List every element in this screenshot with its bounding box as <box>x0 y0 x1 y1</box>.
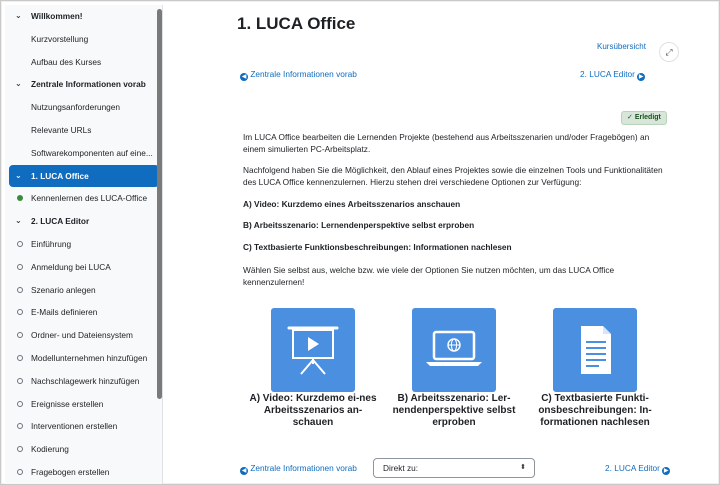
video-option-card[interactable] <box>271 308 355 392</box>
main-content <box>163 1 720 485</box>
choose-paragraph: Wählen Sie selbst aus, welche bzw. wie viele der Optionen Sie nutzen möchten, um das LUCA Office kennenzulernen! <box>243 265 615 287</box>
incomplete-status-icon <box>17 287 23 293</box>
sidebar-item-ordner-und-dateiensystem[interactable] <box>9 324 159 346</box>
sidebar-item-kennenlernen-des-luca-office[interactable] <box>9 187 159 209</box>
video-presentation-icon <box>271 308 355 392</box>
scenario-option-label[interactable]: B) Arbeitsszenario: Ler-nendenperspektive selbst erproben <box>392 393 516 428</box>
arrow-right-icon: ▶ <box>663 468 669 474</box>
scenario-option-card[interactable] <box>412 308 496 392</box>
sidebar-item-anmeldung-bei-luca[interactable] <box>9 256 159 278</box>
sidebar-item-nachschlagewerk-hinzufügen[interactable] <box>9 370 159 392</box>
sidebar-item-label: Anmeldung bei LUCA <box>31 261 111 272</box>
sidebar-item-label: Kodierung <box>31 444 69 455</box>
page-title: 1. LUCA Office <box>237 14 356 33</box>
sidebar-item-modellunternehmen-hinzufügen[interactable] <box>9 347 159 369</box>
sidebar-item-szenario-anlegen[interactable] <box>9 279 159 301</box>
sidebar-item-kurzvorstellung[interactable] <box>9 28 159 50</box>
intro-paragraph: Im LUCA Office bearbeiten die Lernenden Projekte (bestehend aus Arbeitsszenarien und/oder Fragebögen) an einem simulierten PC-Arbeitsplatz. <box>243 132 650 154</box>
docs-option-label[interactable]: C) Textbasierte Funkti-onsbeschreibungen: In-formationen nachlesen <box>538 393 652 428</box>
sidebar-item-label: Nutzungsanforderungen <box>31 102 121 113</box>
sidebar-item-label: Interventionen erstellen <box>31 421 118 432</box>
chevron-down-icon[interactable]: ⌄ <box>15 216 22 226</box>
sidebar-item-e-mails-definieren[interactable] <box>9 301 159 323</box>
prev-activity-link-bottom[interactable]: ◀ Zentrale Informationen vorab <box>241 463 357 474</box>
chevron-down-icon[interactable]: ⌄ <box>15 170 22 180</box>
document-icon <box>553 308 637 392</box>
arrow-left-icon: ◀ <box>241 468 247 474</box>
sidebar-item-fragebogen-erstellen[interactable] <box>9 461 159 483</box>
incomplete-status-icon <box>17 332 23 338</box>
sidebar-item-2-luca-editor[interactable] <box>9 210 159 232</box>
sidebar-item-aufbau-des-kurses[interactable] <box>9 51 159 73</box>
sidebar-item-label: Fragebogen erstellen <box>31 467 110 477</box>
sidebar-item-label: Aufbau des Kurses <box>31 56 102 67</box>
sidebar-item-label: 2. LUCA Editor <box>31 216 90 227</box>
incomplete-status-icon <box>17 469 23 475</box>
sidebar-item-label: Ereignisse erstellen <box>31 398 104 409</box>
next-activity-link-bottom[interactable]: 2. LUCA Editor ▶ <box>605 463 669 474</box>
sidebar-item-1-luca-office[interactable] <box>9 165 159 187</box>
jump-to-select[interactable]: Direkt zu: ⬍ <box>373 458 535 478</box>
sidebar-item-zentrale-informationen-vorab[interactable] <box>9 73 159 95</box>
arrow-left-icon: ◀ <box>241 74 247 80</box>
course-index-sidebar <box>5 5 163 485</box>
sidebar-item-label: Szenario anlegen <box>31 284 96 295</box>
incomplete-status-icon <box>17 423 23 429</box>
incomplete-status-icon <box>17 378 23 384</box>
select-caret-icon: ⬍ <box>520 464 526 471</box>
sidebar-item-label: Softwarekomponenten auf eine... <box>31 147 153 158</box>
incomplete-status-icon <box>17 241 23 247</box>
sidebar-scrollbar[interactable] <box>157 9 162 399</box>
option-a-text: A) Video: Kurzdemo eines Arbeitsszenarios anschauen <box>243 199 461 209</box>
incomplete-status-icon <box>17 355 23 361</box>
sidebar-item-label: Modellunternehmen hinzufügen <box>31 353 148 363</box>
course-overview-link[interactable]: Kursübersicht <box>597 42 646 51</box>
sidebar-item-label: Kennenlernen des LUCA-Office <box>31 193 148 204</box>
video-option-label[interactable]: A) Video: Kurzdemo ei-nes Arbeitsszenarios an-schauen <box>249 393 377 428</box>
completion-badge: ✓ Erledigt <box>621 111 667 125</box>
arrow-right-icon: ▶ <box>638 74 644 80</box>
option-c-text: C) Textbasierte Funktionsbeschreibungen: Informationen nachlesen <box>243 242 512 252</box>
completed-status-icon <box>17 195 23 201</box>
sidebar-item-label: Nachschlagewerk hinzufügen <box>31 375 140 386</box>
incomplete-status-icon <box>17 309 23 315</box>
fullscreen-toggle-button[interactable] <box>659 42 679 62</box>
sidebar-item-label: Zentrale Informationen vorab <box>31 79 146 90</box>
sidebar-item-relevante-urls[interactable] <box>9 119 159 141</box>
sidebar-item-einführung[interactable] <box>9 233 159 255</box>
incomplete-status-icon <box>17 264 23 270</box>
incomplete-status-icon <box>17 401 23 407</box>
sidebar-item-interventionen-erstellen[interactable] <box>9 415 159 437</box>
expand-icon: ⤢ <box>665 47 673 57</box>
sidebar-item-label: E-Mails definieren <box>31 307 98 318</box>
sidebar-item-ereignisse-erstellen[interactable] <box>9 393 159 415</box>
chevron-down-icon[interactable]: ⌄ <box>15 11 22 20</box>
option-b-text: B) Arbeitsszenario: Lernendenperspektive selbst erproben <box>243 220 475 230</box>
next-activity-link-top[interactable]: 2. LUCA Editor ▶ <box>580 69 644 80</box>
sidebar-item-label: Ordner- und Dateiensystem <box>31 330 133 341</box>
prev-activity-link-top[interactable]: ◀ Zentrale Informationen vorab <box>241 69 357 80</box>
sidebar-item-softwarekomponenten-auf-eine[interactable] <box>9 142 159 164</box>
sidebar-item-willkommen[interactable] <box>9 5 159 27</box>
laptop-globe-icon <box>412 308 496 392</box>
sidebar-item-nutzungsanforderungen[interactable] <box>9 96 159 118</box>
incomplete-status-icon <box>17 446 23 452</box>
sidebar-item-label: Kurzvorstellung <box>31 33 89 44</box>
chevron-down-icon[interactable]: ⌄ <box>15 79 22 89</box>
sidebar-item-label: Relevante URLs <box>31 125 92 135</box>
docs-option-card[interactable] <box>553 308 637 392</box>
check-icon: ✓ <box>627 114 633 121</box>
options-paragraph: Nachfolgend haben Sie die Möglichkeit, den Ablauf eines Projektes sowie die einzelnen Tools und Funktionalitäten des LUCA Office kennenzulernen. Hierzu stehen drei verschiedene Optionen zur Verfügung: <box>243 165 663 187</box>
sidebar-item-label: Einführung <box>31 239 72 249</box>
sidebar-item-label: Willkommen! <box>31 11 83 21</box>
sidebar-item-kodierung[interactable] <box>9 438 159 460</box>
sidebar-item-label: 1. LUCA Office <box>31 170 89 181</box>
